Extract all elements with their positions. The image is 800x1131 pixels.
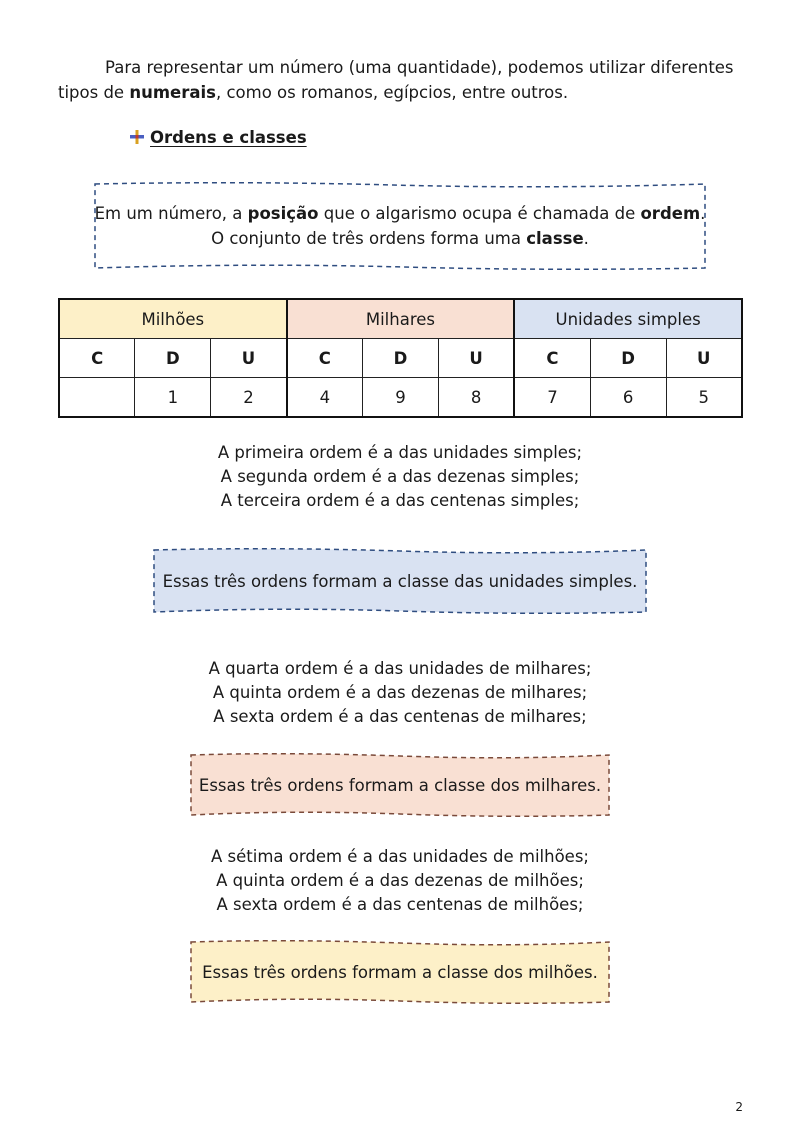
digit-cell: 1 bbox=[135, 378, 211, 418]
order-letter: D bbox=[363, 339, 439, 378]
millions-box-text: Essas três ordens formam a classe dos milhões. bbox=[202, 962, 598, 982]
text-line: A quinta ordem é a das dezenas de milhões; bbox=[216, 871, 584, 890]
order-letter-row bbox=[59, 339, 742, 378]
text-line: A sétima ordem é a das unidades de milhões; bbox=[211, 847, 589, 866]
digit-cell: 2 bbox=[211, 378, 287, 418]
units-box-text: Essas três ordens formam a classe das unidades simples. bbox=[162, 571, 638, 591]
definition-bold-order: ordem bbox=[640, 204, 701, 223]
orders-classes-table bbox=[58, 298, 743, 418]
class-header-row bbox=[59, 299, 742, 339]
class-header-units: Unidades simples bbox=[514, 299, 742, 339]
text-line: A quarta ordem é a das unidades de milhares; bbox=[208, 659, 592, 678]
thousands-orders-text bbox=[0, 657, 800, 729]
definition-bold-position: posição bbox=[247, 204, 319, 223]
thousands-box-text: Essas três ordens formam a classe dos milhares. bbox=[198, 775, 602, 795]
class-header-millions: Milhões bbox=[59, 299, 287, 339]
definition-box bbox=[93, 182, 707, 270]
definition-part: que o algarismo ocupa é chamada de bbox=[318, 204, 641, 223]
definition-bold-class: classe bbox=[526, 229, 584, 248]
intro-bold-term: numerais bbox=[129, 83, 216, 102]
order-letter: U bbox=[211, 339, 287, 378]
class-header-thousands: Milhares bbox=[287, 299, 515, 339]
definition-part: . bbox=[583, 229, 589, 248]
digit-row bbox=[59, 378, 742, 418]
definition-part: . bbox=[700, 204, 706, 223]
digit-cell: 9 bbox=[363, 378, 439, 418]
millions-orders-text bbox=[0, 845, 800, 917]
text-line: A sexta ordem é a das centenas de milhares; bbox=[213, 707, 587, 726]
order-letter: C bbox=[59, 339, 135, 378]
digit-cell bbox=[59, 378, 135, 418]
text-line: A primeira ordem é a das unidades simples; bbox=[217, 443, 583, 462]
order-letter: C bbox=[514, 339, 590, 378]
intro-paragraph bbox=[58, 55, 758, 105]
page-number: 2 bbox=[735, 1100, 743, 1114]
intro-text-end: , como os romanos, egípcios, entre outros. bbox=[215, 83, 569, 102]
units-orders-text bbox=[0, 441, 800, 513]
order-letter: U bbox=[666, 339, 742, 378]
order-letter: U bbox=[438, 339, 514, 378]
digit-cell: 6 bbox=[590, 378, 666, 418]
units-class-box bbox=[152, 548, 648, 614]
definition-text bbox=[95, 201, 706, 251]
section-title: Ordens e classes bbox=[150, 128, 307, 147]
definition-part: O conjunto de três ordens forma uma bbox=[211, 229, 527, 248]
cross-bullet-icon bbox=[130, 130, 144, 144]
intro-text-start: Para representar um número (uma quantidade), podemos utilizar diferentes tipos de bbox=[58, 58, 734, 102]
digit-cell: 4 bbox=[287, 378, 363, 418]
order-letter: D bbox=[135, 339, 211, 378]
digit-cell: 8 bbox=[438, 378, 514, 418]
section-heading bbox=[130, 128, 307, 147]
digit-cell: 7 bbox=[514, 378, 590, 418]
order-letter: C bbox=[287, 339, 363, 378]
millions-class-box bbox=[189, 940, 611, 1004]
text-line: A quinta ordem é a das dezenas de milhares; bbox=[212, 683, 588, 702]
text-line: A segunda ordem é a das dezenas simples; bbox=[220, 467, 580, 486]
text-line: A terceira ordem é a das centenas simples; bbox=[220, 491, 580, 510]
digit-cell: 5 bbox=[666, 378, 742, 418]
text-line: A sexta ordem é a das centenas de milhões; bbox=[216, 895, 584, 914]
definition-part: Em um número, a bbox=[94, 204, 248, 223]
thousands-class-box bbox=[189, 753, 611, 817]
order-letter: D bbox=[590, 339, 666, 378]
